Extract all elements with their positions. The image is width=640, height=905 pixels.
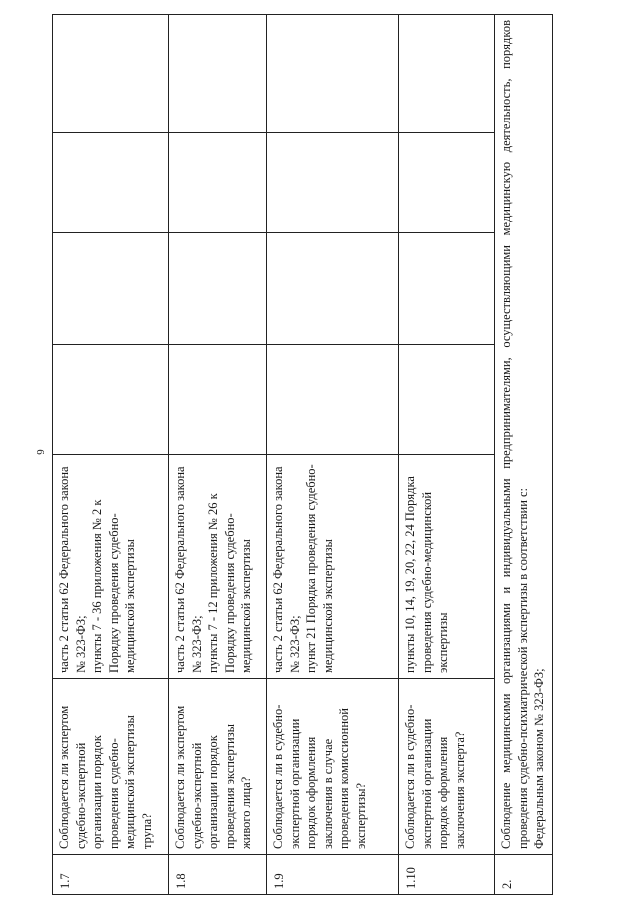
question-cell: Соблюдается ли в судебно-экспертной организации порядок оформления заключения эксперта? <box>399 679 495 855</box>
reference-cell: часть 2 статьи 62 Федерального закона № 323-ФЗ; пункты 7 - 12 приложения № 26 к Порядку проведения судебно-медицинской экспертизы <box>169 455 267 679</box>
answer-cell-no[interactable] <box>169 233 267 345</box>
reference-cell: часть 2 статьи 62 Федерального закона № 323-ФЗ; пункт 21 Порядка проведения судебно-медицинской экспертизы <box>267 455 399 679</box>
row-number: 1.10 <box>399 855 495 895</box>
reference-cell: пункты 10, 14, 19, 20, 22, 24 Порядка проведения судебно-медицинской экспертизы <box>399 455 495 679</box>
rotated-page-content <box>52 15 552 895</box>
table-row <box>169 15 267 895</box>
reference-cell: часть 2 статьи 62 Федерального закона № 323-ФЗ; пункты 7 - 36 приложения № 2 к Порядку проведения судебно-медицинской экспертизы <box>53 455 169 679</box>
answer-cell-na[interactable] <box>53 133 169 233</box>
question-cell: Соблюдается ли в судебно-экспертной организации порядок оформления заключения в случае проведения комиссионной экспертизы? <box>267 679 399 855</box>
section-subitem: Федеральным законом № 323-ФЗ; <box>532 668 546 849</box>
row-number: 1.8 <box>169 855 267 895</box>
question-cell: Соблюдается ли экспертом судебно-экспертной организации порядок проведения судебно-медицинской экспертизы трупа? <box>53 679 169 855</box>
section-row <box>495 15 553 895</box>
table-row <box>267 15 399 895</box>
notes-cell[interactable] <box>399 15 495 133</box>
answer-cell-yes[interactable] <box>399 345 495 455</box>
notes-cell[interactable] <box>53 15 169 133</box>
answer-cell-yes[interactable] <box>53 345 169 455</box>
checklist-table <box>52 14 553 895</box>
section-number: 2. <box>495 855 553 895</box>
section-text: Соблюдение медицинскими организациями и индивидуальными предпринимателями, осуществляющими медицинскую деятельность, порядков проведения судебно-психиатрической экспертизы в соответствии с: <box>499 20 530 849</box>
notes-cell[interactable] <box>267 15 399 133</box>
answer-cell-na[interactable] <box>169 133 267 233</box>
table-row <box>399 15 495 895</box>
section-heading <box>495 15 553 855</box>
answer-cell-yes[interactable] <box>169 345 267 455</box>
answer-cell-no[interactable] <box>267 233 399 345</box>
answer-cell-no[interactable] <box>399 233 495 345</box>
row-number: 1.7 <box>53 855 169 895</box>
answer-cell-na[interactable] <box>267 133 399 233</box>
question-cell: Соблюдается ли экспертом судебно-экспертной организации порядок проведения экспертизы живого лица? <box>169 679 267 855</box>
row-number: 1.9 <box>267 855 399 895</box>
page-number: 6 <box>34 449 46 455</box>
table-row <box>53 15 169 895</box>
answer-cell-na[interactable] <box>399 133 495 233</box>
answer-cell-yes[interactable] <box>267 345 399 455</box>
notes-cell[interactable] <box>169 15 267 133</box>
answer-cell-no[interactable] <box>53 233 169 345</box>
